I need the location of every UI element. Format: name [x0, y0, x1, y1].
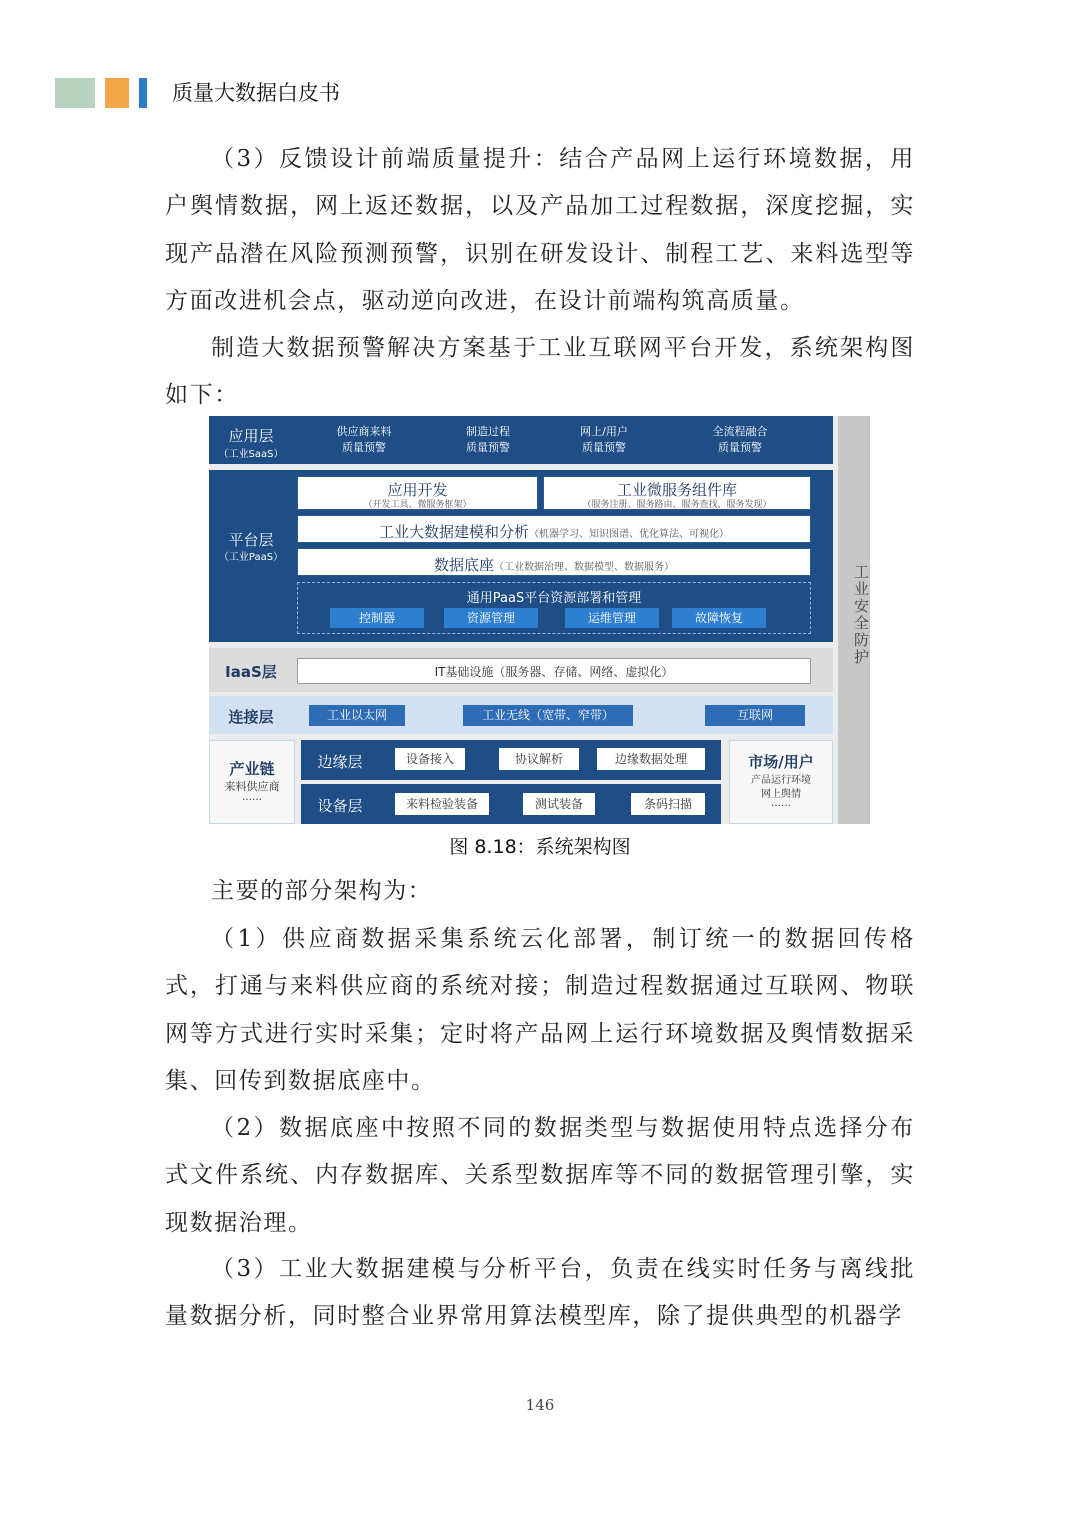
- iaas-box: [297, 658, 811, 684]
- app-item-3-l2: 质量预警: [582, 441, 626, 454]
- platform-layer-sub: （工业PaaS）: [218, 552, 284, 563]
- micro-title: 工业微服务组件库: [616, 481, 737, 499]
- header-block-orange: [105, 78, 129, 108]
- chain-name: 产业链: [229, 760, 275, 778]
- app-layer-name: 应用层: [228, 427, 274, 445]
- paragraph-1: （3）反馈设计前端质量提升：结合产品网上运行环境数据，用户舆情数据，网上返还数据，以及产品加工过程数据，深度挖掘，实现产品潜在风险预测预警，识别在研发设计、制程工艺、来料选型等方面改进机会点，驱动逆向改进，在设计前端构筑高质量。: [165, 146, 915, 314]
- platform-layer: [209, 470, 833, 642]
- market-line2: 网上舆情: [761, 789, 801, 800]
- app-item-1-l1: 供应商来料: [336, 425, 392, 438]
- device-layer: [301, 784, 721, 824]
- edge-layer-name: 边缘层: [317, 753, 363, 771]
- modeling-box: [297, 515, 811, 543]
- app-dev-box: [297, 476, 538, 510]
- chain-box: [209, 740, 295, 824]
- paragraph-2: 制造大数据预警解决方案基于工业互联网平台开发，系统架构图如下：: [165, 335, 915, 409]
- paragraph-4: （1）供应商数据采集系统云化部署，制订统一的数据回传格式，打通与来料供应商的系统对接；制造过程数据通过互联网、物联网等方式进行实时采集；定时将产品网上运行环境数据及舆情数据采集、回传到数据底座中。: [165, 926, 915, 1094]
- chain-line2: ……: [242, 792, 262, 803]
- modeling-sub: （机器学习、知识图谱、优化算法、可视化）: [529, 529, 729, 540]
- paragraph-6: （3）工业大数据建模与分析平台，负责在线实时任务与离线批量数据分析，同时整合业界常用算法模型库，除了提供典型的机器学: [165, 1256, 915, 1330]
- paas-title: 通用PaaS平台资源部署和管理: [466, 591, 642, 606]
- chain-line1: 来料供应商: [224, 780, 280, 793]
- market-line3: ……: [771, 798, 791, 809]
- app-layer-sub: （工业SaaS）: [218, 449, 284, 460]
- app-item-4-l2: 质量预警: [718, 441, 762, 454]
- app-item-4-l1: 全流程融合: [712, 425, 768, 438]
- edge-item-access: 设备接入: [395, 748, 465, 770]
- connect-wireless: 工业无线（宽带、窄带）: [463, 705, 633, 726]
- edge-item-processing: 边缘数据处理: [597, 748, 705, 770]
- micro-sub: （服务注册、服务路由、服务查找、服务发现）: [582, 500, 772, 510]
- app-dev-title: 应用开发: [387, 481, 448, 499]
- connect-internet: 互联网: [705, 705, 805, 726]
- paas-item-ops: 运维管理: [565, 608, 659, 628]
- security-label: 工业安全防护: [852, 564, 870, 666]
- iaas-content: IT基础设施（服务器、存储、网络、虚拟化）: [434, 665, 674, 679]
- micro-box: [543, 476, 811, 510]
- device-layer-name: 设备层: [317, 797, 363, 815]
- paragraph-3: 主要的部分架构为：: [211, 878, 433, 904]
- app-item-1-l2: 质量预警: [342, 441, 386, 454]
- paas-item-controller: 控制器: [330, 608, 424, 628]
- iaas-layer: [209, 648, 833, 692]
- base-sub: （工业数据治理、数据模型、数据服务）: [494, 562, 674, 573]
- header-title: 质量大数据白皮书: [172, 81, 340, 105]
- base-box: [297, 548, 811, 576]
- market-name: 市场/用户: [748, 753, 814, 771]
- app-dev-sub: （开发工具、微服务框架）: [363, 500, 472, 510]
- security-bar: [838, 416, 870, 824]
- app-item-2-l2: 质量预警: [466, 441, 510, 454]
- market-line1: 产品运行环境: [751, 775, 811, 786]
- paas-item-recovery: 故障恢复: [672, 608, 766, 628]
- platform-layer-name: 平台层: [228, 531, 274, 549]
- connect-ethernet: 工业以太网: [309, 705, 405, 726]
- modeling-line: [298, 521, 810, 542]
- iaas-layer-name: IaaS层: [225, 663, 277, 681]
- page-number: 146: [525, 1396, 555, 1414]
- architecture-diagram: [209, 416, 870, 824]
- market-box: [729, 740, 833, 824]
- header-block-blue: [139, 78, 147, 108]
- device-item-inspection: 来料检验装备: [395, 793, 489, 815]
- paas-item-resource: 资源管理: [444, 608, 538, 628]
- connect-layer-name: 连接层: [228, 708, 274, 726]
- base-line: [298, 554, 810, 575]
- edge-item-protocol: 协议解析: [499, 748, 579, 770]
- modeling-title: 工业大数据建模和分析: [378, 523, 529, 541]
- header-block-green: [55, 78, 95, 108]
- app-item-2-l1: 制造过程: [466, 425, 510, 438]
- device-item-test: 测试装备: [523, 793, 595, 815]
- app-layer: [209, 416, 833, 464]
- edge-layer: [301, 740, 721, 780]
- device-item-barcode: 条码扫描: [631, 793, 705, 815]
- app-item-3-l1: 网上/用户: [580, 425, 628, 438]
- figure-caption: 图 8.18：系统架构图: [449, 836, 631, 858]
- paas-box: [297, 582, 811, 634]
- connect-layer: [209, 696, 833, 734]
- base-title: 数据底座: [433, 556, 494, 574]
- paragraph-5: （2）数据底座中按照不同的数据类型与数据使用特点选择分布式文件系统、内存数据库、关系型数据库等不同的数据管理引擎，实现数据治理。: [165, 1115, 915, 1236]
